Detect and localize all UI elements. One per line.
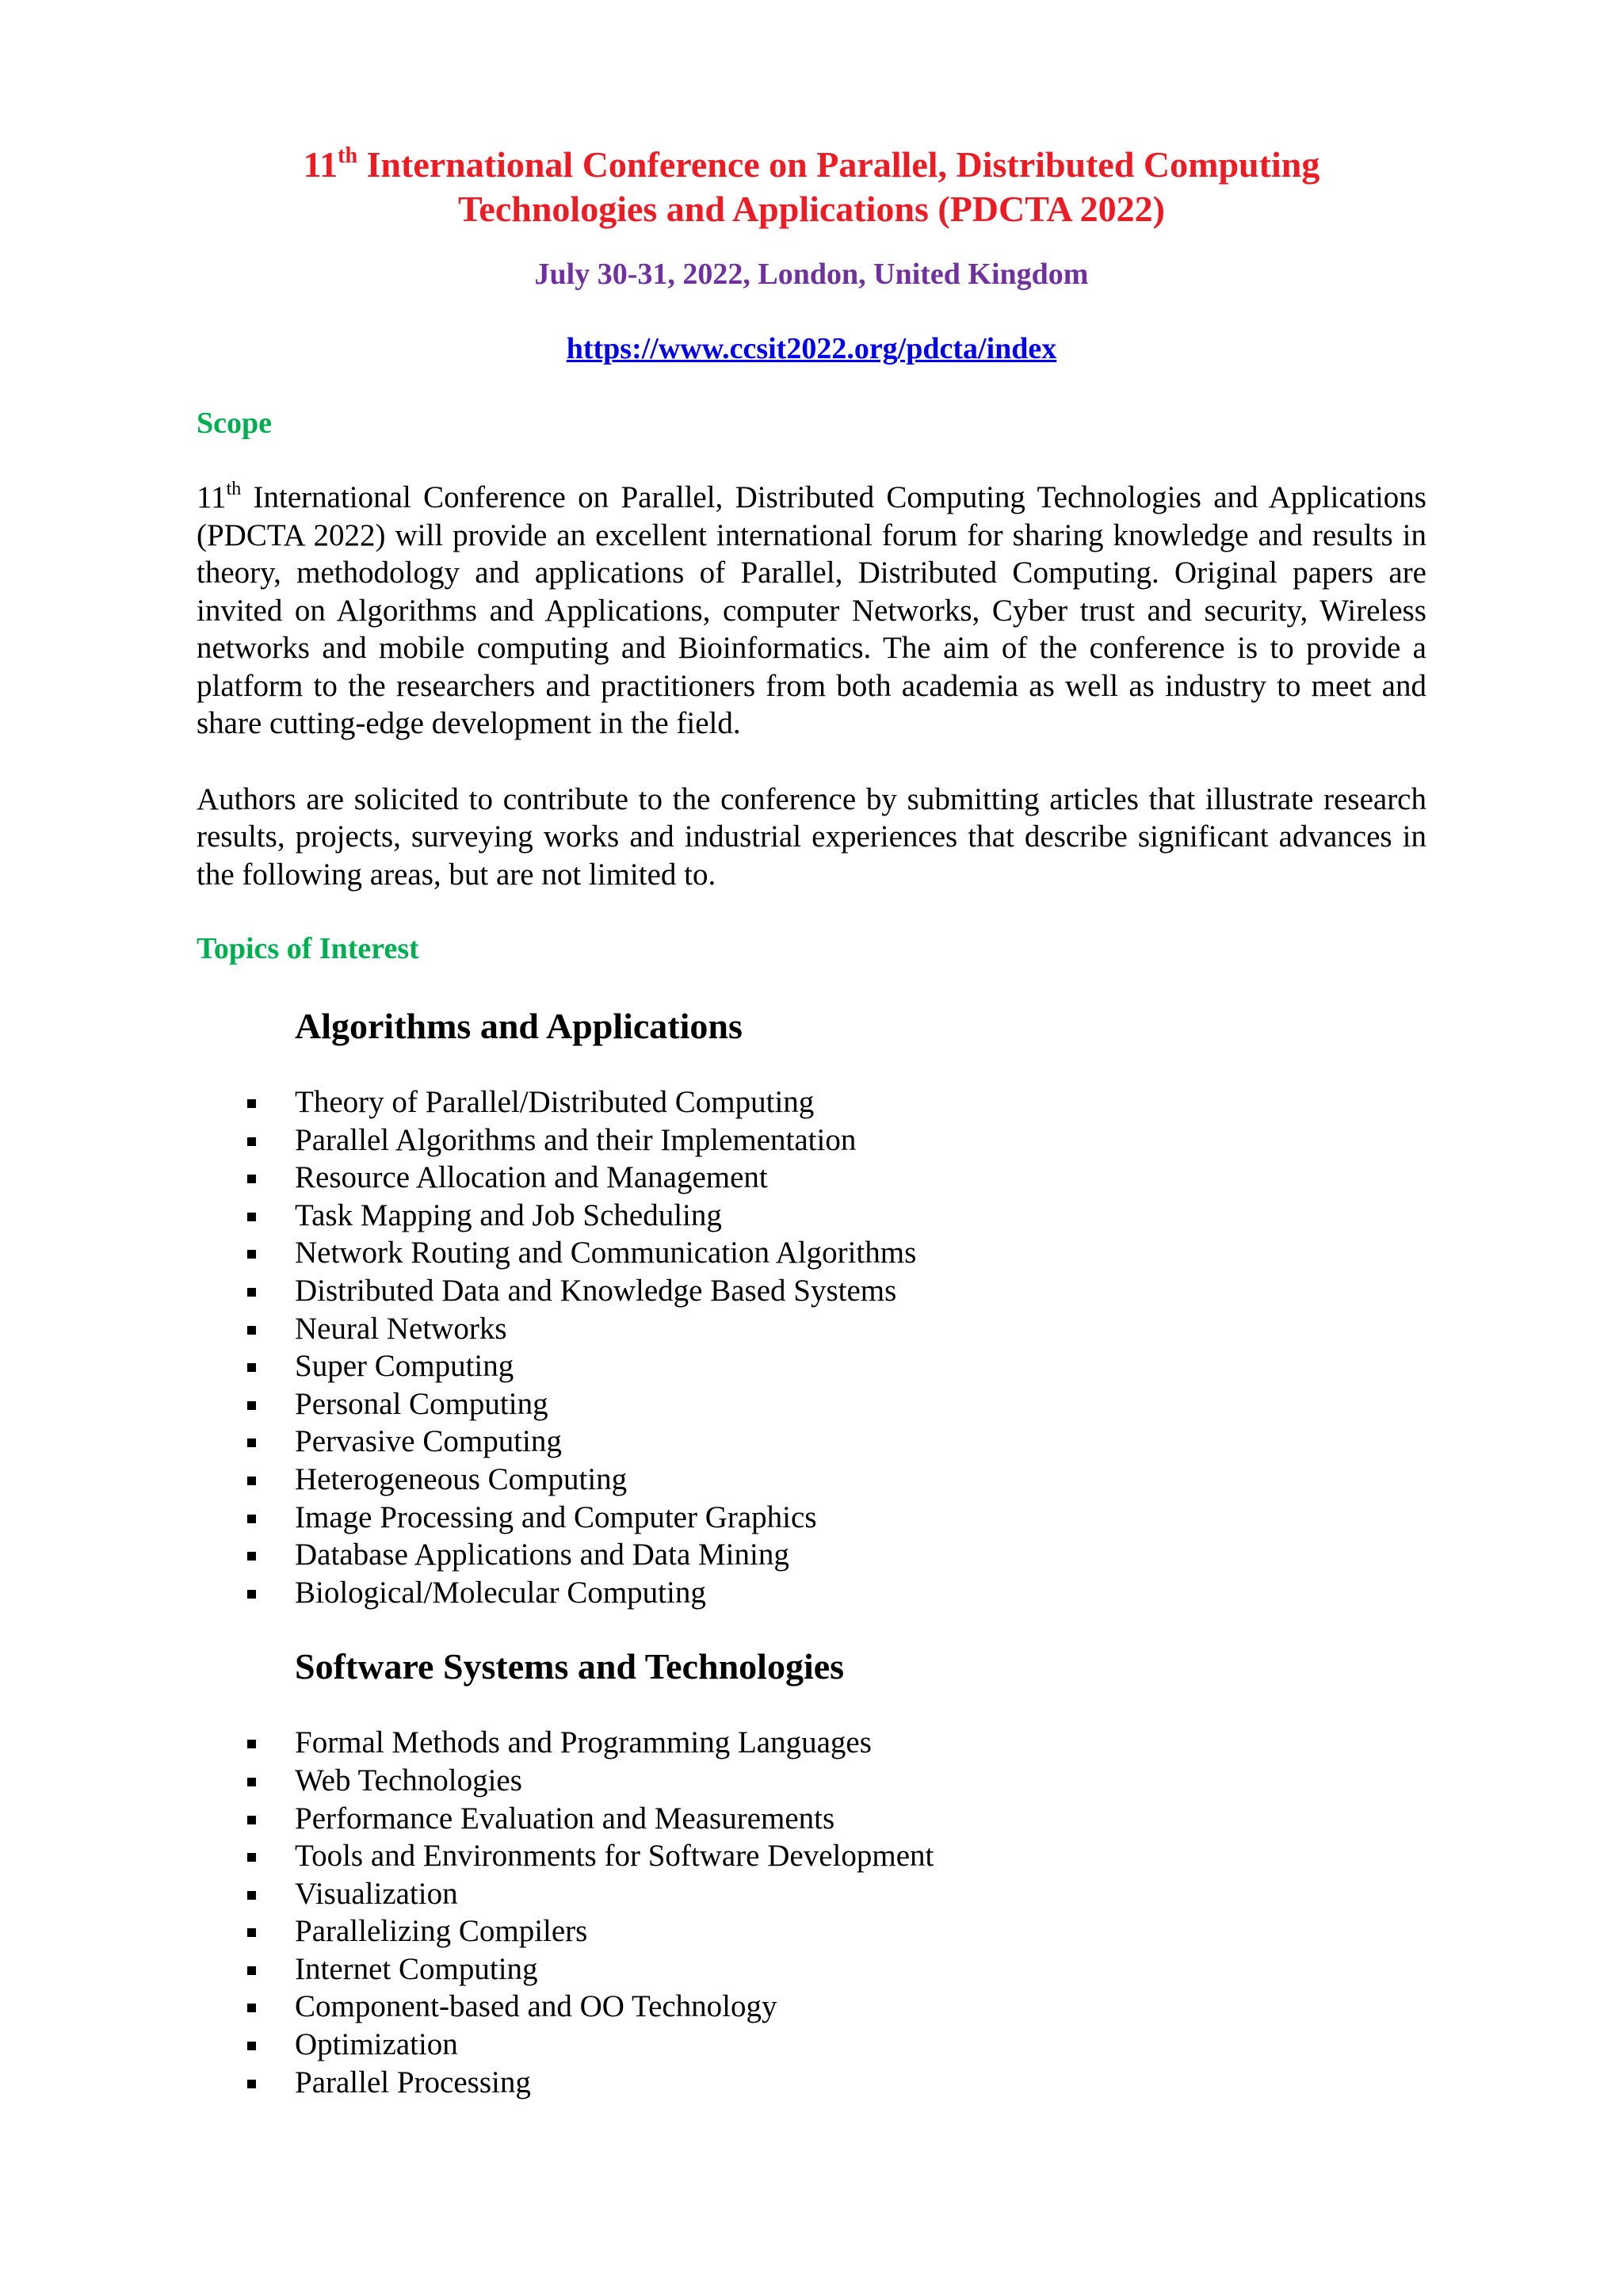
square-bullet-icon: [247, 1778, 256, 1786]
square-bullet-icon: [247, 2042, 256, 2050]
title-ordinal-suffix: th: [338, 143, 358, 168]
square-bullet-icon: [247, 1853, 256, 1862]
square-bullet-icon: [247, 1175, 256, 1183]
square-bullet-icon: [247, 1966, 256, 1975]
topic-item: [197, 1536, 1426, 1574]
square-bullet-icon: [247, 1515, 256, 1523]
topic-list-software: [197, 1724, 1426, 2101]
topic-item: [197, 2064, 1426, 2102]
topic-item: [197, 1762, 1426, 1800]
square-bullet-icon: [247, 1891, 256, 1900]
square-bullet-icon: [247, 1250, 256, 1259]
square-bullet-icon: [247, 1363, 256, 1372]
topic-item: [197, 1950, 1426, 1988]
topic-item-text: Tools and Environments for Software Development: [295, 1839, 934, 1874]
topic-item: [197, 1837, 1426, 1875]
topic-list-algorithms: [197, 1083, 1426, 1611]
group-heading-software: Software Systems and Technologies: [295, 1646, 845, 1687]
topics-heading: Topics of Interest: [197, 932, 419, 965]
topic-item-text: Parallel Algorithms and their Implementation: [295, 1122, 857, 1157]
square-bullet-icon: [247, 1213, 256, 1221]
topic-item: [197, 1234, 1426, 1272]
topic-item-text: Formal Methods and Programming Languages: [295, 1725, 872, 1760]
topic-item-text: Distributed Data and Knowledge Based Systems: [295, 1273, 897, 1308]
topic-item-text: Database Applications and Data Mining: [295, 1538, 789, 1572]
document-page: [197, 143, 1426, 2101]
topic-item-text: Pervasive Computing: [295, 1424, 562, 1459]
title-line-1-text: International Conference on Parallel, Distributed Computing: [357, 144, 1320, 185]
topic-item-text: Parallel Processing: [295, 2065, 531, 2099]
topic-item-text: Super Computing: [295, 1349, 514, 1384]
square-bullet-icon: [247, 1552, 256, 1561]
topic-item: [197, 1385, 1426, 1423]
title-ordinal-number: 11: [303, 144, 338, 185]
topic-item-text: Web Technologies: [295, 1763, 522, 1797]
topic-item-text: Neural Networks: [295, 1311, 507, 1346]
conference-dates: July 30-31, 2022, London, United Kingdom: [534, 258, 1089, 291]
topic-item: [197, 1875, 1426, 1913]
square-bullet-icon: [247, 1928, 256, 1937]
square-bullet-icon: [247, 1438, 256, 1447]
topic-item-text: Resource Allocation and Management: [295, 1160, 768, 1195]
topic-item-text: Task Mapping and Job Scheduling: [295, 1198, 722, 1232]
scope-paragraph-2: Authors are solicited to contribute to the conference by submitting articles that illustrate research results, projects, surveying works and industrial experiences that describe significant advances in the following areas, but are not limited to.: [197, 781, 1426, 892]
topic-item: [197, 1988, 1426, 2026]
topic-item: [197, 1272, 1426, 1310]
topic-item-text: Biological/Molecular Computing: [295, 1575, 706, 1610]
square-bullet-icon: [247, 1740, 256, 1748]
square-bullet-icon: [247, 1326, 256, 1335]
topic-item: [197, 1499, 1426, 1537]
conference-title: [197, 143, 1426, 231]
square-bullet-icon: [247, 1477, 256, 1485]
topic-item-text: Component-based and OO Technology: [295, 1989, 777, 2024]
topic-item-text: Parallelizing Compilers: [295, 1914, 588, 1949]
topic-item: [197, 1159, 1426, 1197]
topic-item: [197, 1461, 1426, 1499]
square-bullet-icon: [247, 1137, 256, 1146]
topic-item-text: Visualization: [295, 1876, 458, 1911]
title-line-1: [304, 144, 1320, 185]
topic-item: [197, 1310, 1426, 1348]
topic-item: [197, 1121, 1426, 1159]
scope-paragraph-1-text: International Conference on Parallel, Distributed Computing Technologies and Applications (PDCTA 2022) will provide an excellent international forum for sharing knowledge and results in theory, methodology and applications of Parallel, Distributed Computing. Original papers are invited on Algorithms and Applications, computer Networks, Cyber trust and security, Wireless networks and mobile computing and Bioinformatics. The aim of the conference is to provide a platform to the researchers and practitioners from both academia as well as industry to meet and share cutting-edge development in the field.: [197, 480, 1426, 740]
square-bullet-icon: [247, 1099, 256, 1108]
square-bullet-icon: [247, 2080, 256, 2088]
topic-item-text: Network Routing and Communication Algorithms: [295, 1236, 917, 1270]
topic-item-text: Internet Computing: [295, 1951, 538, 1986]
topic-item-text: Performance Evaluation and Measurements: [295, 1801, 835, 1836]
topic-item: [197, 1800, 1426, 1838]
topic-item-text: Image Processing and Computer Graphics: [295, 1499, 817, 1534]
square-bullet-icon: [247, 2004, 256, 2012]
square-bullet-icon: [247, 1816, 256, 1824]
topic-item: [197, 1574, 1426, 1612]
topic-item: [197, 1083, 1426, 1121]
title-line-2: Technologies and Applications (PDCTA 2022): [457, 189, 1166, 229]
scope-ordinal-number: 11: [197, 480, 227, 514]
topic-item-text: Theory of Parallel/Distributed Computing: [295, 1085, 815, 1119]
conference-url-link[interactable]: https://www.ccsit2022.org/pdcta/index: [566, 332, 1057, 365]
conference-url-line: [197, 330, 1426, 368]
square-bullet-icon: [247, 1590, 256, 1599]
square-bullet-icon: [247, 1288, 256, 1297]
topic-item-text: Heterogeneous Computing: [295, 1461, 628, 1496]
topic-item: [197, 1912, 1426, 1950]
topic-item-text: Optimization: [295, 2027, 458, 2062]
topic-item: [197, 1347, 1426, 1385]
group-heading-algorithms: Algorithms and Applications: [295, 1006, 743, 1046]
topic-item-text: Personal Computing: [295, 1386, 548, 1421]
square-bullet-icon: [247, 1401, 256, 1410]
topic-item: [197, 1423, 1426, 1461]
scope-paragraph-1: [197, 479, 1426, 743]
topic-item: [197, 1724, 1426, 1762]
topic-item: [197, 2026, 1426, 2064]
scope-ordinal-suffix: th: [226, 479, 242, 499]
scope-heading: Scope: [197, 407, 272, 440]
topic-item: [197, 1197, 1426, 1235]
